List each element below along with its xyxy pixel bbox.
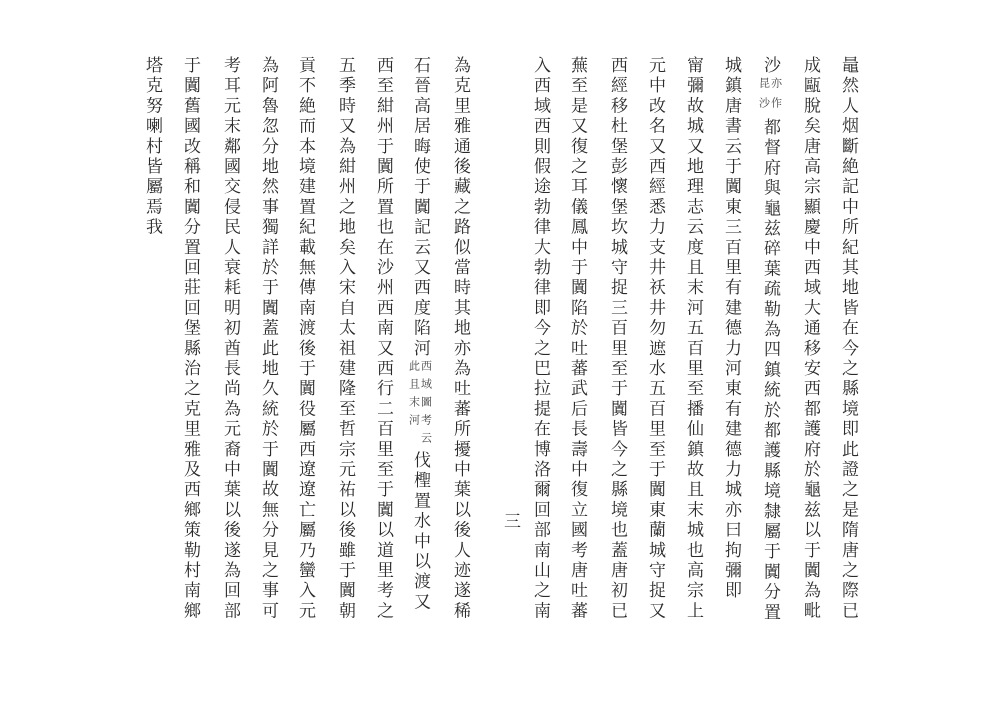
- text-column: [799, 56, 821, 622]
- text-column: [179, 56, 201, 622]
- text-column: [606, 56, 628, 622]
- inline-note: [759, 77, 782, 117]
- note-right: 亦作: [769, 77, 783, 118]
- text-column: [372, 56, 394, 622]
- column-text: 五季時又為紺州之地矣入宋自太祖建隆至哲宗元祐以後雖于闐朝: [335, 56, 355, 622]
- note-left: 昆沙: [757, 77, 771, 118]
- page-number: 三: [500, 512, 520, 529]
- note-right: 西域圖考云: [419, 360, 433, 450]
- column-text: 塔克努喇村皆屬焉我: [142, 56, 162, 238]
- text-column: [409, 56, 431, 613]
- text-column: [682, 56, 704, 622]
- text-column: [720, 56, 742, 601]
- column-text: 伐檉置水中以渡又: [410, 451, 430, 613]
- note-left: 此且末河: [407, 360, 421, 432]
- column-text: 考耳元末鄰國交侵民人衰耗明初酋長尚為元裔中葉以後遂為回部: [220, 56, 240, 622]
- text-column: [759, 56, 781, 623]
- text-column: [219, 56, 241, 622]
- text-column: [529, 56, 551, 622]
- column-text: 入西域西則假途勃律大勃律即今之巴拉提在博洛爾回部南山之南: [530, 56, 550, 622]
- column-text: 甯彌故城又地理志云度且末河五百里至播仙鎮故且末城也高宗上: [683, 56, 703, 622]
- text-column: [644, 56, 666, 622]
- column-text: 鼂然人烟斷絶記中所紀其地皆在今之縣境即此證之是隋唐之際已: [838, 56, 858, 622]
- column-text: 于闐舊國改稱和闐分置回莊回堡縣治之克里雅及西鄉策勒村南鄉: [180, 56, 200, 622]
- column-text: 元中改名又西經悉力支井祅井勿遮水五百里至于闐東蘭城守捉又: [645, 56, 665, 622]
- column-text: 城鎮唐書云于闐東三百里有建德力河東有建德力城亦曰拘彌即: [721, 56, 741, 602]
- column-text: 成甌脫矣唐高宗顯慶中西域大通移安西都護府於龜兹以于闐為毗: [800, 56, 820, 622]
- column-text: 蕪至是又復之耳儀鳳中于闐陷於吐蕃武后長壽中復立國考唐吐蕃: [567, 56, 587, 622]
- text-column: [566, 56, 588, 622]
- text-column: [294, 56, 316, 622]
- text-column: [837, 56, 859, 622]
- column-text: 沙: [760, 56, 780, 77]
- column-text: 石晉高居晦使于闐記云又西度陷河: [410, 56, 430, 359]
- text-column: [449, 56, 471, 622]
- column-text: 貢不絶而本境建置紀載無傳南渡後于闐役屬西遼遼亡屬乃蠻入元: [295, 56, 315, 622]
- column-text: 西經移杜堡彭懷堡坎城守捉三百里至于闐皆今之縣境也蓋唐初已: [607, 56, 627, 622]
- column-text: 為克里雅通後藏之路似當時其地亦為吐蕃所擾中葉以後人迹遂稀: [450, 56, 470, 622]
- inline-note: [409, 360, 432, 450]
- text-column: [334, 56, 356, 622]
- column-text: 為阿魯忽分地然事獨詳於于闐蓋此地久統於于闐故無分見之事可: [258, 56, 278, 622]
- column-text: 西至紺州于闐所置也在沙州西南又西行二百里至于闐以道里考之: [373, 56, 393, 622]
- column-text: 都督府與龜兹碎葉疏勒為四鎮統於都護縣境隸屬于闐分置: [760, 118, 780, 624]
- text-column: [141, 56, 163, 238]
- text-column: [257, 56, 279, 622]
